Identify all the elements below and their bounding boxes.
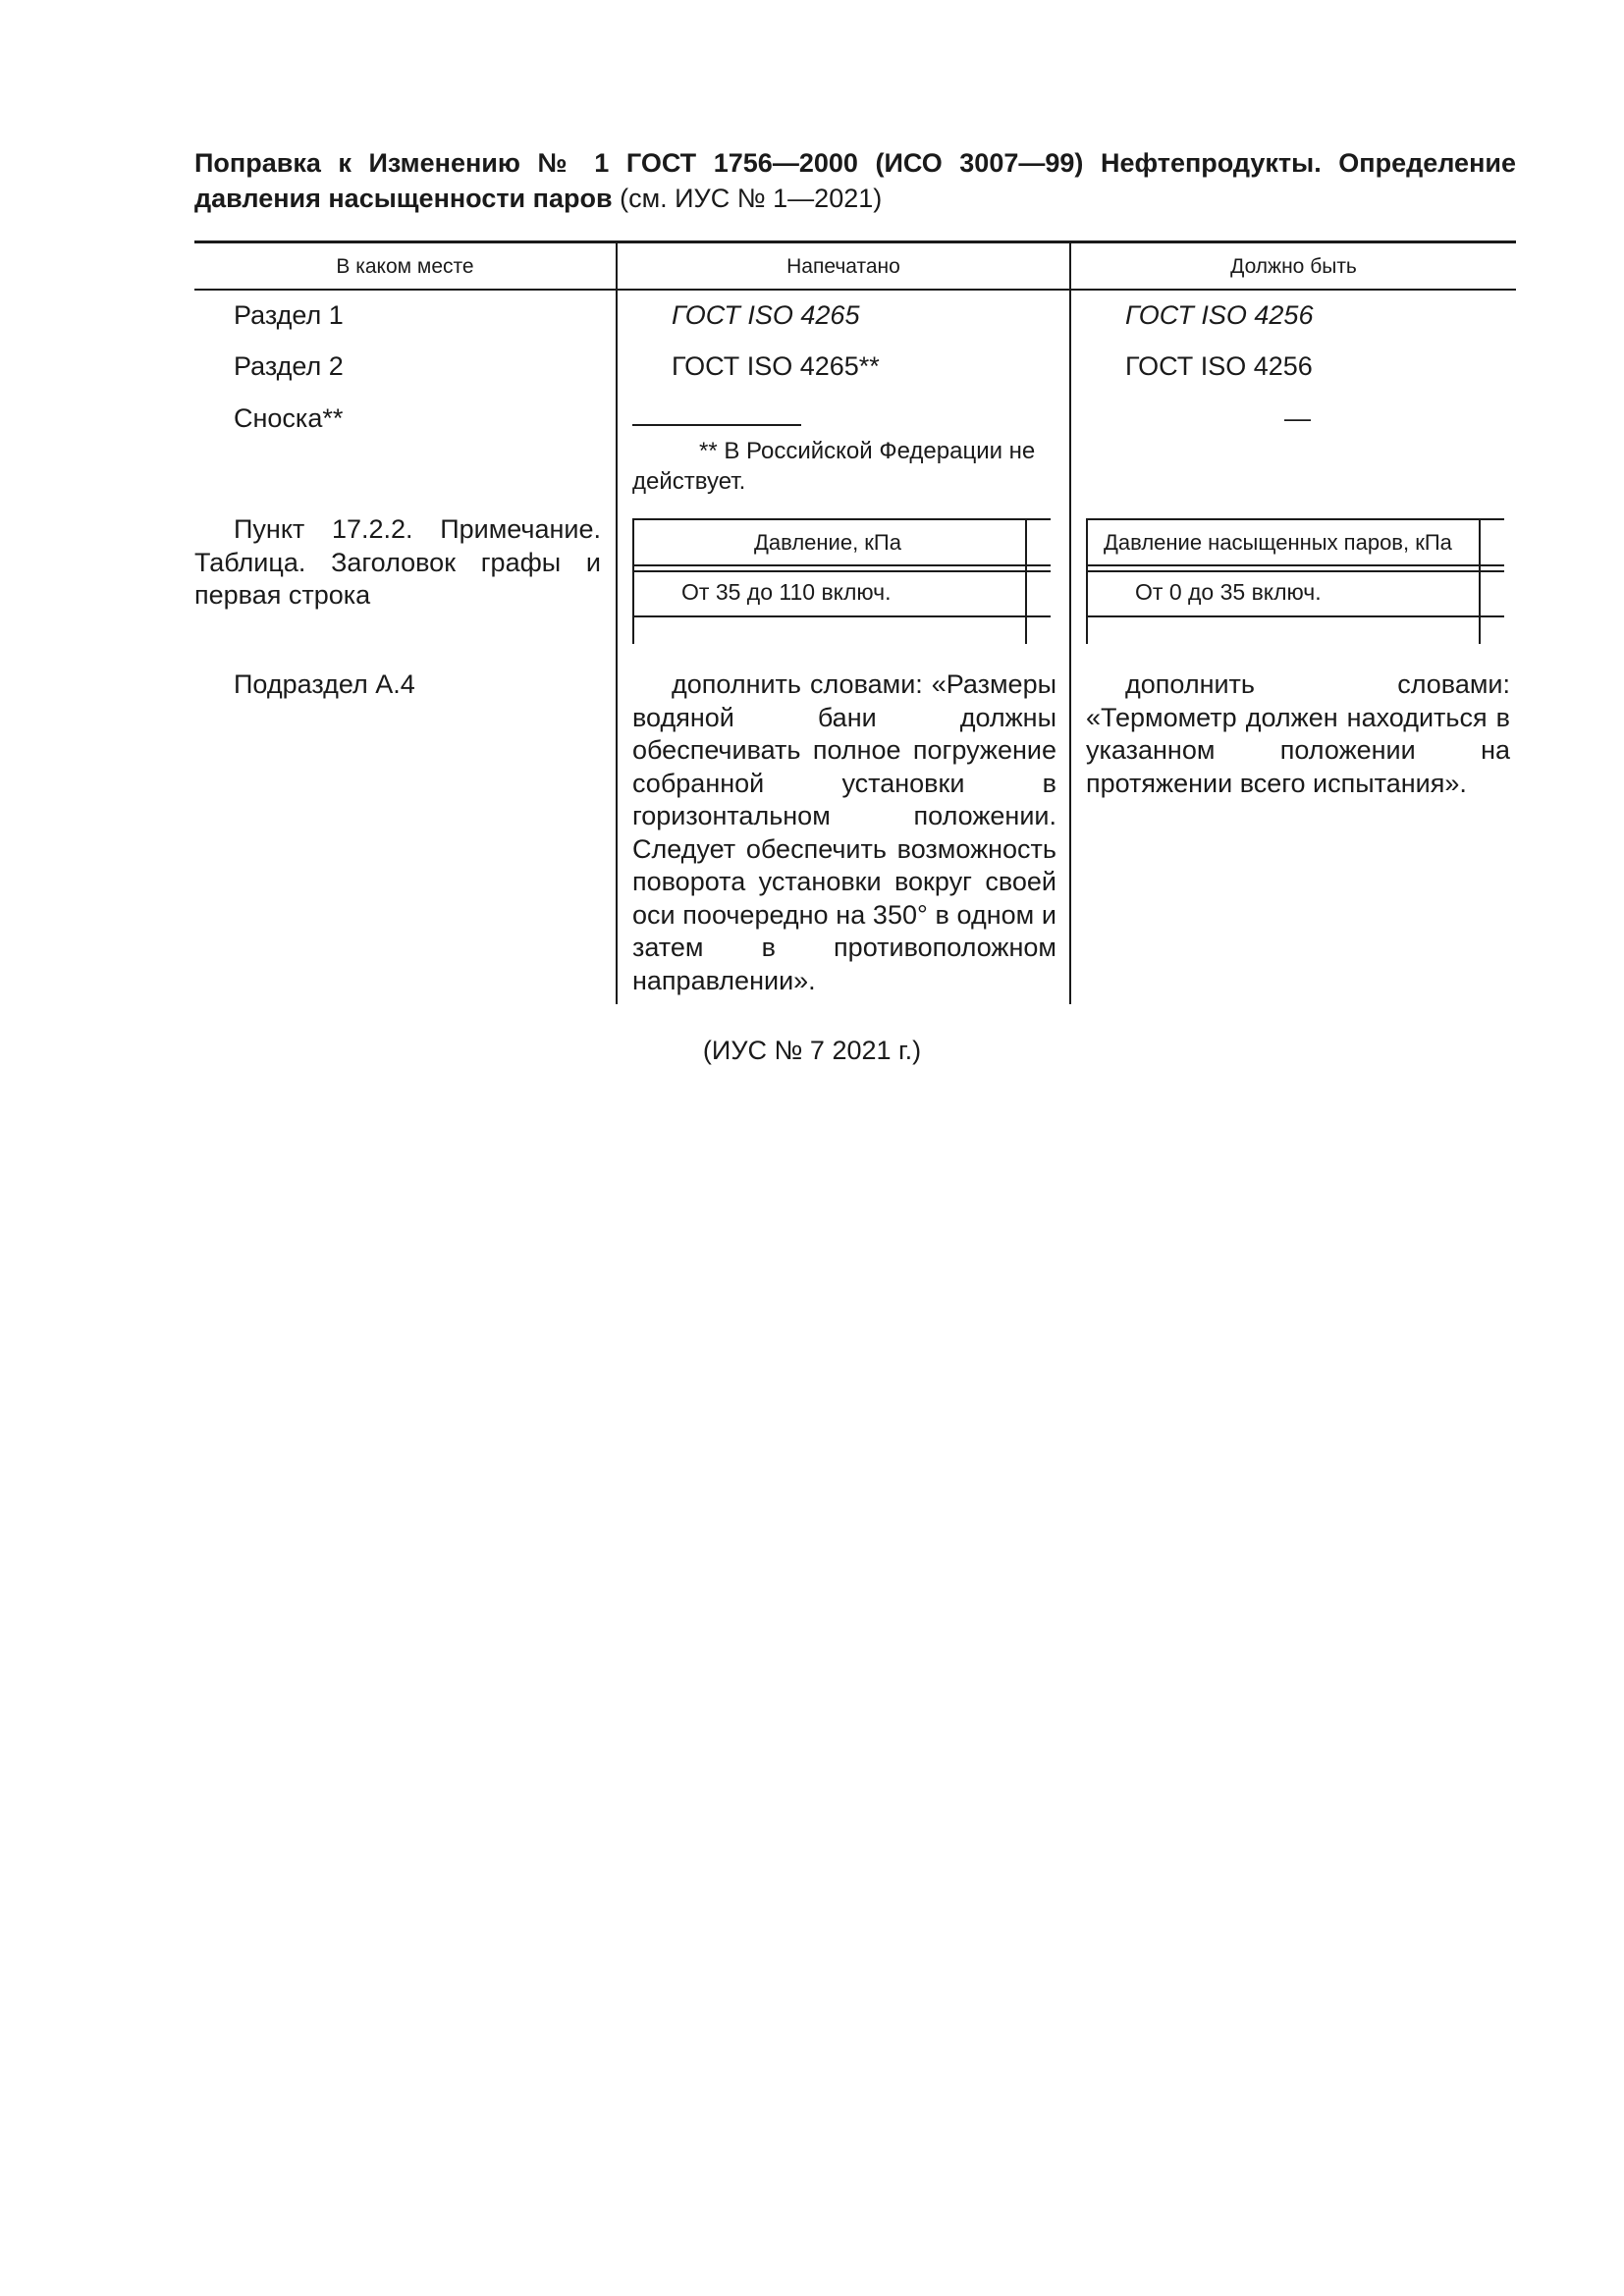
mini-printed-row: От 35 до 110 включ. xyxy=(681,579,892,605)
mini-printed-top xyxy=(632,518,1051,520)
footer-reference: (ИУС № 7 2021 г.) xyxy=(702,1036,922,1065)
mini-printed-dbl1 xyxy=(632,564,1051,566)
row-razdel1-place: Раздел 1 xyxy=(234,300,344,330)
mini-table-printed xyxy=(632,518,1051,644)
row-snoska-should-be: — xyxy=(1284,403,1311,433)
row-snoska-printed-line2: действует. xyxy=(632,468,746,495)
mini-printed-mid xyxy=(632,615,1051,617)
row-podrazdel-place: Подраздел А.4 xyxy=(234,669,415,699)
row-razdel2-should-be: ГОСТ ISO 4256 xyxy=(1125,351,1313,381)
mini-table-should xyxy=(1086,518,1504,644)
row-podrazdel-should-be: дополнить словами: «Термометр должен находиться в указанном положении на протяжении всего испытания». xyxy=(1086,669,1510,798)
mini-printed-right xyxy=(1025,518,1027,644)
column-divider-2 xyxy=(1069,240,1071,1004)
title-ref: (см. ИУС № 1—2021) xyxy=(612,184,883,213)
row-punkt-place-line3: первая строка xyxy=(194,580,371,610)
row-razdel1-printed: ГОСТ ISO 4265 xyxy=(672,300,860,330)
row-razdel2-place: Раздел 2 xyxy=(234,351,344,381)
row-punkt-place-line1: Пункт 17.2.2. Примечание. xyxy=(234,514,601,544)
header-should-be: Должно быть xyxy=(1230,255,1357,278)
header-printed: Напечатано xyxy=(786,255,900,278)
mini-should-left xyxy=(1086,518,1088,644)
column-divider-1 xyxy=(616,240,618,1004)
row-razdel2-printed: ГОСТ ISO 4265** xyxy=(672,351,880,381)
mini-should-dbl2 xyxy=(1086,570,1504,572)
table-header-border xyxy=(194,289,1516,291)
mini-printed-left xyxy=(632,518,634,644)
row-punkt-place xyxy=(194,513,601,613)
title-bold: Поправка к Изменению № 1 ГОСТ 1756—2000 (ИСО 3007—99) Нефтепродукты. Определение давления насыщенности паров xyxy=(194,148,1516,213)
row-snoska-place: Сноска** xyxy=(234,403,344,433)
mini-printed-dbl2 xyxy=(632,570,1051,572)
footnote-rule xyxy=(632,424,801,426)
mini-should-top xyxy=(1086,518,1504,520)
mini-should-dbl1 xyxy=(1086,564,1504,566)
header-place: В каком месте xyxy=(336,255,474,278)
mini-should-row: От 0 до 35 включ. xyxy=(1135,579,1322,605)
row-snoska-printed-line1: ** В Российской Федерации не xyxy=(699,438,1036,464)
document-title xyxy=(194,145,1516,216)
mini-should-mid xyxy=(1086,615,1504,617)
table-top-border xyxy=(194,240,1516,243)
row-podrazdel-printed: дополнить словами: «Размеры водяной бани должны обеспечивать полное погружение собранной установки в горизонтальном положении. Следует обеспечить возможность поворота установки вокруг своей оси поочередно на 350° в одном и затем в противоположном направлении». xyxy=(632,669,1056,995)
mini-printed-header: Давление, кПа xyxy=(754,530,901,555)
mini-should-right xyxy=(1479,518,1481,644)
row-razdel1-should-be: ГОСТ ISO 4256 xyxy=(1125,300,1314,330)
mini-should-header: Давление насыщенных паров, кПа xyxy=(1104,530,1452,555)
row-punkt-place-line2: Таблица. Заголовок графы и xyxy=(194,547,601,577)
